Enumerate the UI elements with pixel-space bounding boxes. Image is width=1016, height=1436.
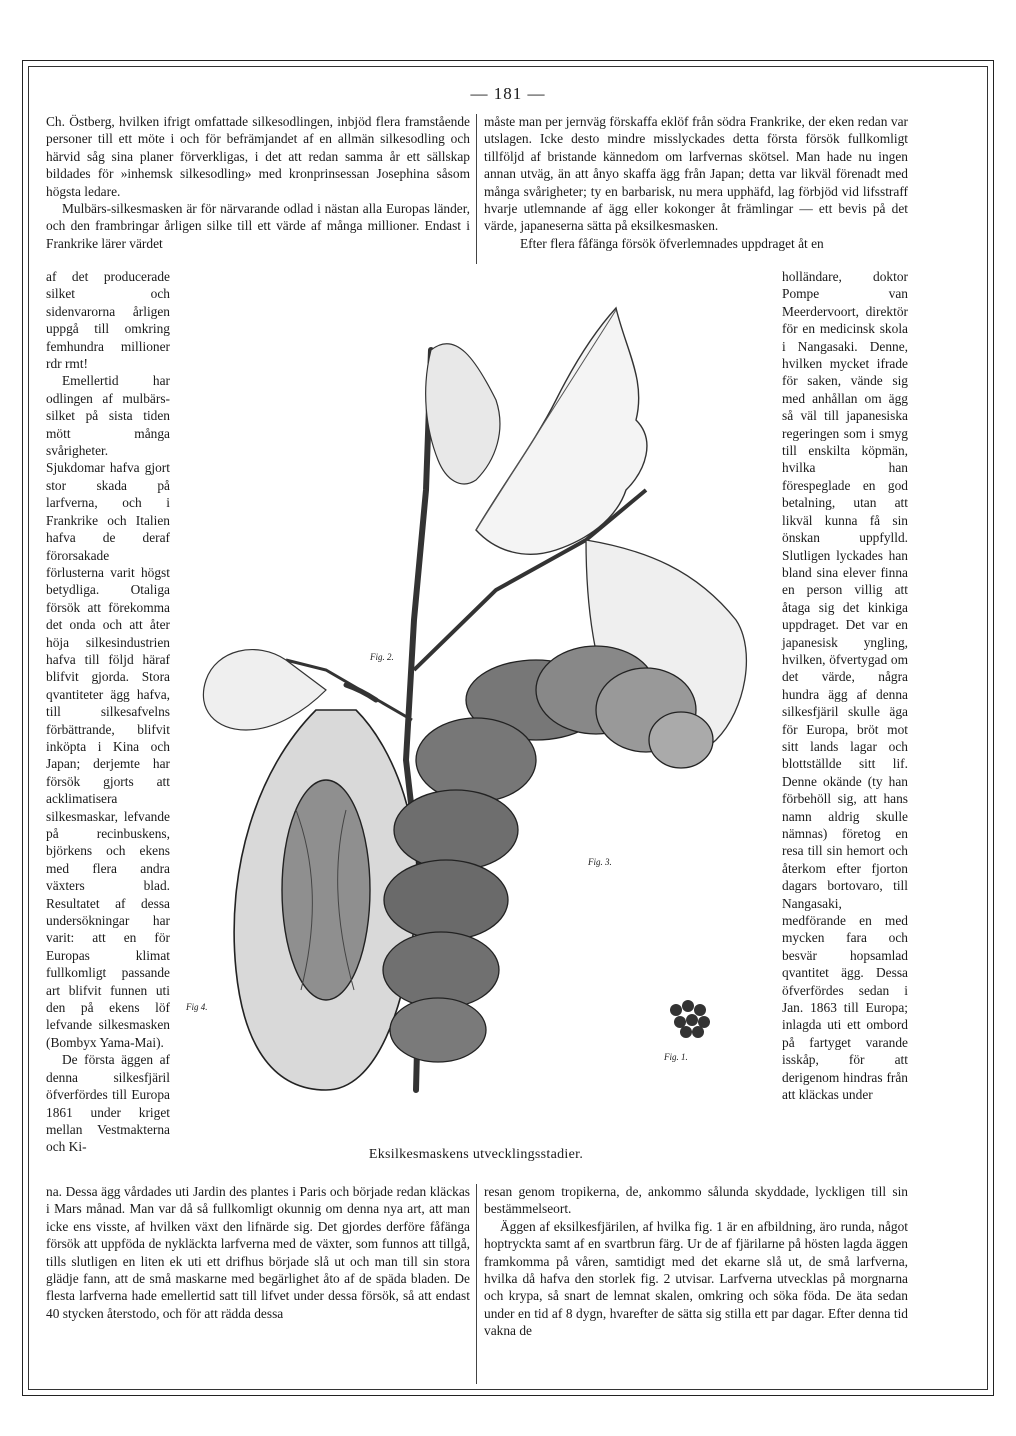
larva-small xyxy=(346,685,376,700)
paragraph: holländare, doktor Pompe van Meerdervoort, direktör för en medicinsk skola i Nangasaki. Denne, hvilken mycket ifrade för saken, vände sig med anhållan om ägg så väl till japanesiska regeringen som i smyg till enskilta köpmän, hvilka han förespeglade en god betalning, utan att likväl kunna få sin önskan uppfylld. Slutligen lyckades han bland sina elever finna en person villig att åtaga sig det kinkiga uppdraget. Det var en japanesisk yngling, hvilken, öfvertygad om det värde, några hundra ägg af denna silkesfjäril skulle äga för Europa, bröt mot sitt lands lagar och blottställde sitt lif. Denne okände (ty han förbehöll sig, att hans namn aldrig skulle nämnas) företog en resa till sin hemort och återkom efter fjorton dagars bortovaro, till Nangasaki, medförande en med mycken fara och besvär hopsamlad qvantitet ägg. Dessa öfverfördes sedan i Jan. 1863 till Europa; inlagda uti ett ombord på fartyget varande isskåp, för att derigenom hindras från att kläckas under xyxy=(782,269,908,1103)
paragraph: Mulbärs-silkesmasken är för närvarande odlad i nästan alla Europas länder, och den frambringar årligen silke till ett värde af många millioner. Endast i Frankrike lärer värdet xyxy=(46,201,470,251)
right-column-narrow xyxy=(782,268,908,1104)
right-column-top xyxy=(484,113,908,252)
figure-caption: Eksilkesmaskens utvecklingsstadier. xyxy=(368,1147,584,1162)
left-column-narrow xyxy=(46,268,170,1156)
fig3-label: Fig. 3. xyxy=(588,857,612,867)
oak-leaf-top xyxy=(476,308,647,554)
paragraph: Efter flera fåfänga försök öfverlemnades uppdraget åt en xyxy=(520,235,824,251)
egg-cluster xyxy=(670,1000,710,1038)
fig4-label: Fig 4. xyxy=(186,1002,208,1012)
oak-silkworm-illustration xyxy=(176,290,776,1150)
paragraph: måste man per jernväg förskaffa eklöf från södra Frankrike, der eken redan var utslagen. Icke desto mindre misslyckades detta första försök fullkomligt tillföljd af bristande kännedom om larfvernas skötsel. Man hade nu ingen annan utväg, än att ånyo skaffa ägg från Japan; detta var likväl förenadt med många svårigheter; ty en barbarisk, nu mera upphäfd, lag förbjöd vid lifsstraff hvarje utlemnande af ägg eller kokonger åt främlingar — ett bevis på det värde, japaneserna sätta på eksilkesmasken. xyxy=(484,114,908,234)
column-rule-bottom xyxy=(476,1184,477,1384)
paragraph: De första äggen af denna silkesfjäril öfverfördes till Europa 1861 under kriget mellan Vestmakterna och Ki- xyxy=(46,1052,170,1155)
oak-leaf-upper xyxy=(426,344,500,484)
paragraph: resan genom tropikerna, de, ankommo sålunda skyddade, lyckligen till sin bestämmelseort. xyxy=(484,1184,908,1217)
page-number: — 181 — xyxy=(470,84,546,103)
right-column-bottom xyxy=(484,1183,908,1340)
left-column-top xyxy=(46,113,470,252)
paragraph: Ch. Östberg, hvilken ifrigt omfattade silkesodlingen, inbjöd flera framstående personer till ett möte i och för befrämjandet af en allmän silkesodling och härvid såg sina planer förverkligas, i det att redan samma år ett sällskap bildades för »inhemsk silkesodling» med kronprinsessan Josephina såsom högsta ledare. xyxy=(46,114,470,199)
paragraph: na. Dessa ägg vårdades uti Jardin des plantes i Paris och började redan kläckas i Mars månad. Man var då så fullkomligt okunnig om denna nya art, att man icke ens visste, af hvilken växt den lifnärde sig. Det gjordes derföre fåfänga försök att uppföda de nykläckta larfverna med de växter, som funnos att tillgå, tills slutligen en liten ek uti ett drifhus började slå ut och man till sin stora glädje fann, att de små maskarne med begärlighet åto af de späda bladen. De flesta larfverna hade emellertid satt till lifvet under dessa försök, så att endast 40 stycken återstodo, och för att rädda dessa xyxy=(46,1184,470,1321)
fig1-label: Fig. 1. xyxy=(664,1052,688,1062)
left-column-bottom xyxy=(46,1183,470,1322)
larva-large xyxy=(383,646,713,1062)
paragraph: Äggen af eksilkesfjärilen, af hvilka fig. 1 är en afbildning, äro runda, något hoptryckta samt af en svartbrun färg. Ur de af fjärilarne på hösten lagda äggen framkomma på våren, samtidigt med det ekarne slå ut, de små larfverna, hvilka då hafva den storlek fig. 2 utvisar. Larfverna utvecklas på morgnarna och krypa, så snart de lemnat skalen, omkring och söka föda. De äta sedan under en tid af 8 dygn, hvarefter de sätta sig stilla ett par dagar. Efter denna tid vakna de xyxy=(484,1218,908,1339)
cocoon xyxy=(282,780,370,1000)
column-rule-top xyxy=(476,114,477,264)
paragraph: Emellertid har odlingen af mulbärs-silket på sista tiden mött många svårigheter. Sjukdomar hafva gjort stor skada på larfverna, och i Frankrike och Italien hafva de deraf förorsakade förlusterna varit högst betydliga. Otaliga försök att förekomma det onda och att åter höja silkesindustrien hafva till följd häraf blifvit gjorda. Stora qvantiteter ägg hafva, till silkesafvelns förbättrande, blifvit inköpta i Kina och Japan; derjemte har försök gjorts att acklimatisera silkesmaskar, lefvande på recinbuskens, björkens och ekens med flera andra växters blad. Resultatet af dessa undersökningar har varit: att en för Europas klimat fullkomligt passande art blifvit funnen uti den på ekens löf lefvande silkesmasken (Bombyx Yama-Mai). xyxy=(46,373,170,1050)
fig2-label: Fig. 2. xyxy=(370,652,394,662)
paragraph: af det producerade silket och sidenvarorna årligen uppgå till omkring femhundra millioner rdr rmt! xyxy=(46,269,170,372)
